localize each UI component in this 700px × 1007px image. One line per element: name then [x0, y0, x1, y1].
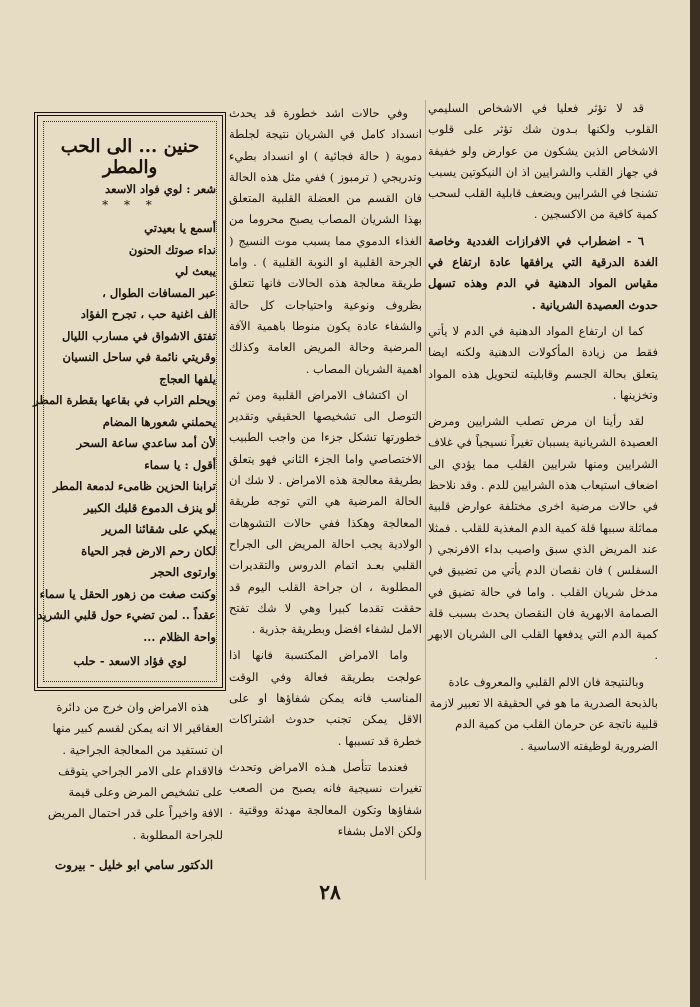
- poem-line: تفتق الاشواق في مسارب الليال: [61, 328, 216, 343]
- paragraph-heading: ٦ - اضطراب في الافرازات الغددية وخاصة الغدة الدرقية التي يرافقها عادة ارتفاع في مقياس المواد الدهنية في الدم وهذه تسهل حدوث العصيدة الشريانية .: [428, 233, 658, 312]
- poem-separator: * * *: [102, 198, 158, 212]
- poem-line: لأن أمد ساعدي ساعة السحر: [76, 436, 216, 450]
- paragraph: لقد رأينا ان مرض تصلب الشرايين ومرض العصيدة الشريانية يسببان تغيراً نسيجياً في غلاف الشرايين ومنها شرايين القلب مما يؤدي الى اضعاف استيعاب هذه الشرايين للدم . وقد نلاحظ في حالات مرضية اخرى مختلفة عوارض قلبية مماثلة سببها قلة كمية الدم المغذية للقلب . فمثلا عند المريض الذي سبق واصيب بداء الافرنجي ( السفلس ) فان نقصان الدم يأتي من تضييق في مدخل شريان القلب . واما في حالة تضيق في الصمامة الابهرية فان النقصان يحدث بسبب قلة كمية الدم التي يدفعها القلب الى الشريان الابهر .: [428, 414, 658, 663]
- poem-line: الف اغنية حب ، تجرح الفؤاد: [80, 307, 216, 321]
- poem-line: وقريتي نائمة في ساحل النسيان: [62, 350, 216, 364]
- poem-line: يلفها العجاج: [159, 371, 216, 386]
- poem-line: يبعث لي: [175, 264, 216, 278]
- paragraph: ان اكتشاف الامراض القلبية ومن ثم التوصل الى تشخيصها الحقيقي وتقدير خطورتها تشكل جزءا من واجب الطبيب الاختصاصي واما الجزء الثاني فهو يتعلق بطريقة معالجة هذه الامراض . لا شك ان الحالة المرضية هي التي توجه طريقة المعالجة وهكذا ففي حالات التشوهات الولادية يجب احالة المريض الى الجراح القلبي بعـد اتمام الدروس والتقديرات المطلوبة ، ان جراحة القلب اليوم قد حققت تقدما كبيرا وهي لا شك تفتح الامل لشفاء افضل وبطريقة جذرية .: [229, 387, 422, 637]
- paragraph: كما ان ارتفاع المواد الدهنية في الدم لا يأتي فقط من زيادة المأكولات الدهنية ولكنه ايضا يتعلق بحالة الجسم وقابليته لتحويل هذه المواد وتخزينها .: [428, 323, 658, 402]
- poem-line: لو ينزف الدموع قلبك الكبير: [84, 500, 216, 515]
- paragraph: واما الامراض المكتسبة فانها اذا عولجت بطريقة فعالة وفي الوقت المناسب فانه يمكن شفاؤها او على الاقل يمكن تجنب حدوث اشتراكات خطرة قد تسببها .: [229, 648, 422, 748]
- poem-line: لكان رحم الارض فجر الحياة: [81, 543, 216, 558]
- poem-line: يحملني شعورها المضام: [102, 414, 216, 429]
- poem-line: واحة الظلام ...: [143, 629, 216, 644]
- poem-title: حنين ... الى الحب والمطر: [60, 136, 200, 178]
- column-divider: [425, 100, 426, 880]
- poem-line: أسمع يا بعيدتي: [144, 221, 216, 235]
- poem-line: نداء صوتك الحنون: [128, 242, 216, 257]
- poem-line: عقداً .. لمن تضيء حول قلبي الشريد: [37, 608, 216, 622]
- article-column-left: [45, 697, 223, 851]
- paragraph: فعندما تتأصل هـذه الامراض وتحدث تغيرات نسيجية فانه يصبح من الصعب شفاؤها وتكون المعالجة مهدئة ووقتية . ولكن الامل بشفاء: [229, 759, 422, 838]
- article-column-middle: [229, 103, 422, 847]
- poem-line: أقول : يا سماء: [144, 457, 216, 472]
- poem-line: عبر المسافات الطوال ،: [102, 285, 216, 300]
- poem-signature: لوي فؤاد الاسعد - حلب: [73, 654, 187, 668]
- book-binding-edge: [690, 0, 700, 1007]
- poem-line: وكنت صغت من زهور الحقل يا سماء: [39, 586, 216, 601]
- article-column-right: [428, 98, 658, 762]
- page-number: ٢٨: [319, 880, 341, 904]
- poem-box: [34, 112, 226, 691]
- paragraph: وفي حالات اشد خطورة قد يحدث انسداد كامل في الشريان نتيجة لجلطة دموية ( حالة فجائية ) او انسداد بطيء وتدريجي ( ترمبوز ) ففي مثل هذه الحالة فان القسم من العضلة القلبية المتعلق بهذا الشريان المصاب يصبح محروما من الغذاء الدموي مما يسبب موت النسيج ( الجرحة القلبية او النوبة القلبية ) . واما طريقة معالجة هذه الحالات فانها تتعلق بظروف ونوعية واحتياجات كل حالة والشفاء عادة يكون منوطا باهمية الآفة المرضية وحالة المريض العامة وكذلك اهمية الشريان المصاب .: [229, 106, 422, 376]
- poem-line: وارتوى الحجر: [151, 565, 216, 579]
- poem-line: ترابنا الحزين ظامىء لدمعة المطر: [52, 479, 216, 493]
- poem-line: ويحلم التراب في بقاعها بقطرة المطر: [33, 393, 216, 407]
- paragraph: هذه الامراض وان خرج من دائرة العقاقير الا انه يمكن لقسم كبير منها ان تستفيد من المعالجة الجراحية . فالاقدام على الامر الجراحي يتوقف على تشخيص المرض وعلى قيمة الافة واخيراً على قدر احتمال المريض للجراحة المطلوبة .: [47, 700, 223, 842]
- poem-line: يبكي على شقائنا المرير: [101, 522, 216, 536]
- paragraph: قد لا تؤثر فعليا في الاشخاص السليمي القلوب ولكنها بـدون شك تؤثر على قلوب الاشخاص الذين يشكون من عوارض ولو خفيفة في جهاز القلب والشرايين اذ ان النيكوتين يسبب تشنجا في الشرايين ويضعف قابلية القلب لسحب كمية كافية من الاكسجين .: [428, 101, 658, 222]
- article-author: الدكتور سامي ابو خليل - بيروت: [54, 858, 214, 872]
- poem-byline: شعر : لوي فواد الاسعد: [105, 182, 216, 196]
- poem-lines: [33, 218, 216, 648]
- paragraph: وبالنتيجة فان الالم القلبي والمعروف عادة بالذبحة الصدرية ما هو في الحقيقة الا تعبير لازمة قلبية ناتجة عن حرمان القلب من كمية الدم الضرورية لوظيفته الاساسية .: [429, 674, 658, 753]
